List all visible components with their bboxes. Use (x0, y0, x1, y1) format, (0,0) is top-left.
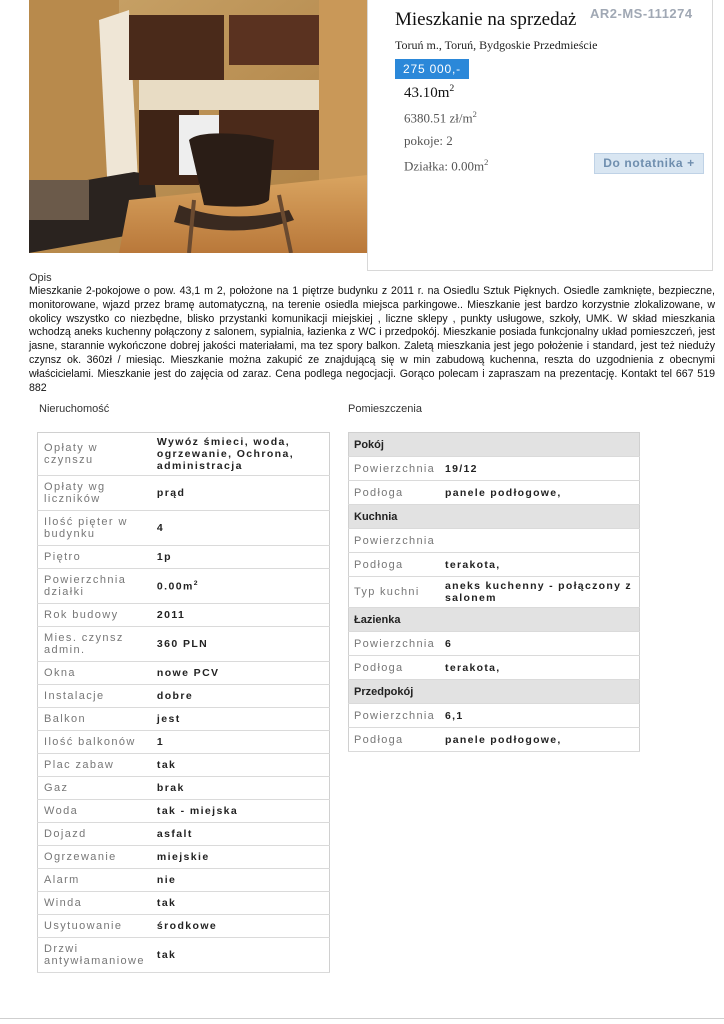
property-row (38, 800, 330, 823)
property-key: Ilość pięter w budynku (38, 511, 151, 546)
property-key: Piętro (38, 546, 151, 569)
room-name: Kuchnia (349, 505, 640, 529)
room-attribute-row (349, 553, 640, 577)
description-label: Opis (29, 272, 52, 284)
property-value: Wywóz śmieci, woda, ogrzewanie, Ochrona, administracja (151, 433, 330, 476)
room-attribute-row (349, 728, 640, 752)
property-key: Instalacje (38, 685, 151, 708)
room-attribute-row (349, 656, 640, 680)
price-badge: 275 000,- (395, 59, 469, 79)
room-attribute-value: 6 (440, 632, 639, 656)
room-attribute-value: panele podłogowe, (440, 728, 639, 752)
room-attribute-value: terakota, (440, 656, 639, 680)
description-text: Mieszkanie 2-pokojowe o pow. 43,1 m 2, położone na 1 piętrze budynku z 2011 r. na Osiedlu Sztuk Pięknych. Osiedle zamknięte, bezpieczne, monitorowane, wjazd przez bramę automatyczną, na terenie osiedla miejsca parkingowe.. Mieszkanie jest bardzo korzystnie zlokalizowane, w okolicy wszystko co niezbędne, blisko przystanki komunikacji miejskiej , liczne sklepy , punkty usługowe, szkoły, UMK. W skład mieszkania wchodzą aneks kuchenny połączony z salonem, sypialnia, łazienka z WC i przedpokój. Mieszkanie posiada funkcjonalny układ pomieszczeń, jest jasne, starannie wykończone dobrej jakości materiałami, ma tez spory balkon. Zaletą mieszkania jest jego położenie i standard, jest też nieduży czynsz ok. 360zł / miesiąc. Mieszkanie można zakupić ze znajdującą się w min zabudową kuchenna, reszta do uzgodnienia z obecnymi właścicielami. Mieszkanie jest do zajęcia od zaraz. Cena podlega negocjacji. Gorąco polecam i zapraszam na prezentację. Kontakt tel 667 519 882 (29, 285, 715, 394)
property-value: miejskie (151, 846, 330, 869)
property-row (38, 546, 330, 569)
divider (0, 1018, 724, 1019)
property-row (38, 731, 330, 754)
property-row (38, 627, 330, 662)
property-row (38, 662, 330, 685)
property-table (37, 432, 330, 973)
room-name: Łazienka (349, 608, 640, 632)
property-row (38, 708, 330, 731)
property-value: $0.00m^2$ (151, 569, 330, 604)
property-value: brak (151, 777, 330, 800)
room-attribute-key: Powierzchnia (349, 632, 441, 656)
property-key: Opłaty wg liczników (38, 476, 151, 511)
property-row (38, 915, 330, 938)
property-key: Drzwi antywłamaniowe (38, 938, 151, 973)
property-row (38, 685, 330, 708)
property-key: Mies. czynsz admin. (38, 627, 151, 662)
property-key: Gaz (38, 777, 151, 800)
room-name: Pokój (349, 433, 640, 457)
property-value: tak (151, 892, 330, 915)
property-key: Opłaty w czynszu (38, 433, 151, 476)
property-row (38, 569, 330, 604)
property-row (38, 433, 330, 476)
property-value: 4 (151, 511, 330, 546)
property-value: środkowe (151, 915, 330, 938)
property-row (38, 938, 330, 973)
room-attribute-key: Powierzchnia (349, 529, 441, 553)
room-attribute-key: Powierzchnia (349, 704, 441, 728)
room-attribute-key: Powierzchnia (349, 457, 441, 481)
room-attribute-value: panele podłogowe, (440, 481, 639, 505)
property-value: 2011 (151, 604, 330, 627)
add-to-notebook-button[interactable]: Do notatnika + (594, 153, 704, 174)
room-attribute-key: Podłoga (349, 728, 441, 752)
room-attribute-row (349, 704, 640, 728)
property-value: prąd (151, 476, 330, 511)
room-attribute-value: aneks kuchenny - połączony z salonem (440, 577, 639, 608)
room-header-row (349, 433, 640, 457)
area: $43.10m^2$ (404, 83, 455, 101)
property-row (38, 511, 330, 546)
property-key: Woda (38, 800, 151, 823)
rooms-section-label: Pomieszczenia (348, 403, 422, 415)
property-key: Powierzchnia działki (38, 569, 151, 604)
property-section-label: Nieruchomość (39, 403, 110, 415)
room-header-row (349, 608, 640, 632)
room-attribute-key: Podłoga (349, 656, 441, 680)
property-value: asfalt (151, 823, 330, 846)
room-attribute-row (349, 457, 640, 481)
property-key: Ogrzewanie (38, 846, 151, 869)
listing-photo[interactable] (29, 0, 368, 253)
room-attribute-row (349, 481, 640, 505)
property-row (38, 869, 330, 892)
room-attribute-value: terakota, (440, 553, 639, 577)
property-row (38, 846, 330, 869)
listing-location: Toruń m., Toruń, Bydgoskie Przedmieście (395, 38, 598, 52)
room-attribute-key: Podłoga (349, 481, 441, 505)
price-per-m2: 6380.51 $zł/m^2$ (404, 109, 477, 126)
property-value: 1p (151, 546, 330, 569)
property-value: 360 PLN (151, 627, 330, 662)
property-value: 1 (151, 731, 330, 754)
property-key: Balkon (38, 708, 151, 731)
room-attribute-row (349, 632, 640, 656)
property-value: tak - miejska (151, 800, 330, 823)
property-value: jest (151, 708, 330, 731)
room-attribute-value: 6,1 (440, 704, 639, 728)
property-row (38, 823, 330, 846)
room-attribute-key: Typ kuchni (349, 577, 441, 608)
listing-reference: AR2-MS-111274 (590, 6, 693, 21)
room-attribute-row (349, 529, 640, 553)
property-row (38, 777, 330, 800)
property-value: dobre (151, 685, 330, 708)
property-key: Okna (38, 662, 151, 685)
property-row (38, 754, 330, 777)
property-key: Alarm (38, 869, 151, 892)
property-row (38, 892, 330, 915)
rooms-count: pokoje: 2 (404, 133, 453, 148)
room-header-row (349, 680, 640, 704)
property-value: nie (151, 869, 330, 892)
property-row (38, 604, 330, 627)
property-value: nowe PCV (151, 662, 330, 685)
property-key: Ilość balkonów (38, 731, 151, 754)
rooms-table (348, 432, 640, 752)
property-key: Rok budowy (38, 604, 151, 627)
property-value: tak (151, 938, 330, 973)
property-value: tak (151, 754, 330, 777)
property-key: Usytuowanie (38, 915, 151, 938)
room-attribute-value: 19/12 (440, 457, 639, 481)
property-key: Plac zabaw (38, 754, 151, 777)
room-attribute-key: Podłoga (349, 553, 441, 577)
property-row (38, 476, 330, 511)
listing-title: Mieszkanie na sprzedaż (395, 9, 577, 30)
room-attribute-value (440, 529, 639, 553)
room-attribute-row (349, 577, 640, 608)
room-name: Przedpokój (349, 680, 640, 704)
property-key: Winda (38, 892, 151, 915)
property-key: Dojazd (38, 823, 151, 846)
plot-area: Działka: $0.00m^2$ (404, 157, 489, 174)
room-header-row (349, 505, 640, 529)
